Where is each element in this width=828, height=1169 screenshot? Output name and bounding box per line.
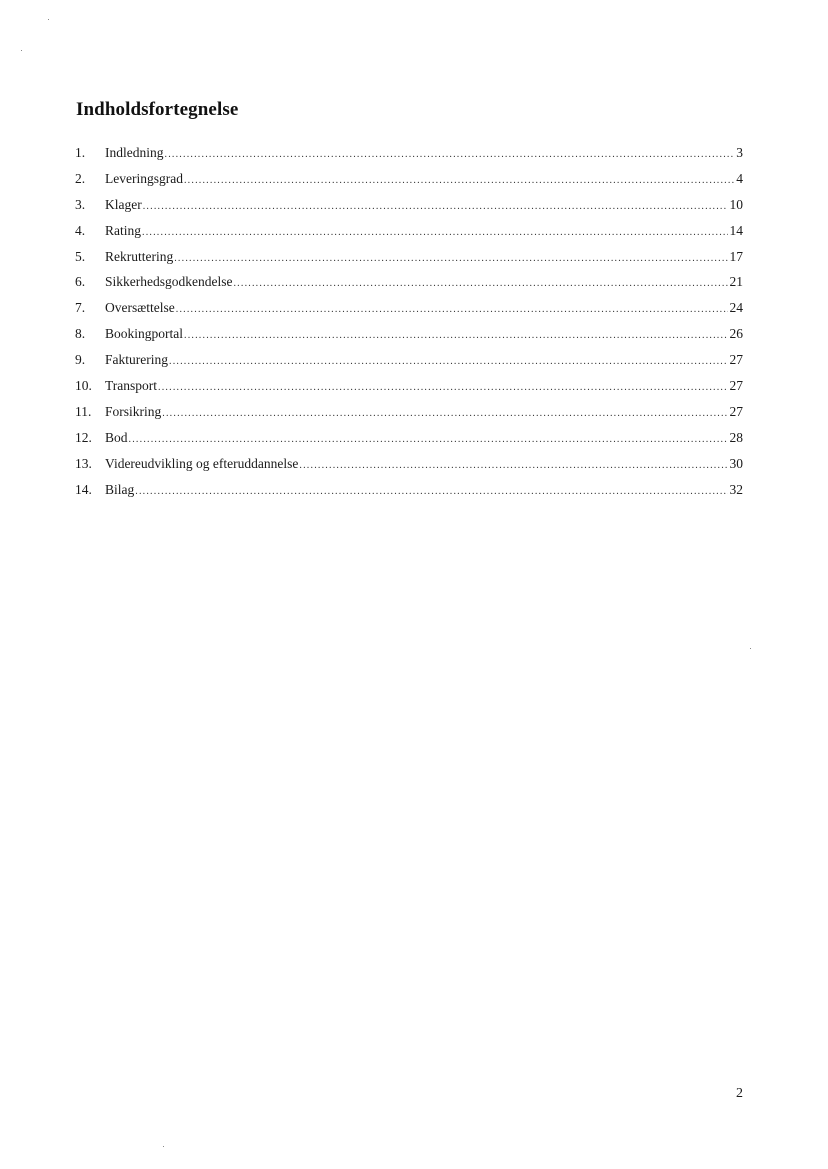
toc-entry-number: 7. [75,300,86,316]
toc-entry[interactable] [75,376,743,402]
toc-entry[interactable] [75,247,743,273]
toc-entry-label: Videreudvikling og efteruddannelse [105,455,299,471]
toc-entry-label: Klager [105,196,142,212]
scan-speck [21,50,22,51]
scan-speck [163,1146,164,1147]
toc-entry-number: 1. [75,145,86,160]
toc-dot-leader [129,430,728,450]
toc-entry[interactable] [75,324,743,350]
toc-entry[interactable] [75,402,743,428]
toc-entry-number: 14. [75,481,92,497]
toc-dot-leader [169,352,728,372]
toc-entry-page: 26 [729,326,743,342]
page-number: 2 [736,1086,743,1101]
table-of-contents [75,143,743,505]
toc-entry-label: Rating [105,222,141,238]
toc-dot-leader [184,171,734,191]
toc-dot-leader [135,482,727,502]
toc-entry-number: 10. [75,378,92,394]
toc-entry-label: Indledning [105,145,164,160]
toc-entry-number: 11. [75,403,92,419]
toc-entry[interactable] [75,298,743,324]
toc-entry-label: Fakturering [105,352,168,368]
toc-entry[interactable] [75,272,743,298]
toc-entry-page: 21 [729,274,743,290]
toc-entry[interactable] [75,169,743,195]
toc-entry-number: 5. [75,248,86,264]
toc-entry-number: 6. [75,274,86,290]
toc-entry-label: Bookingportal [105,326,183,342]
toc-entry-label: Oversættelse [105,300,175,316]
toc-entry-page: 10 [729,196,743,212]
toc-entry-label: Rekruttering [105,248,174,264]
toc-dot-leader [162,404,727,424]
toc-entry-label: Forsikring [105,403,162,419]
toc-entry-page: 17 [729,248,743,264]
toc-dot-leader [233,274,727,294]
toc-entry-page: 27 [729,378,743,394]
toc-entry[interactable] [75,143,743,169]
scan-speck [48,19,49,20]
toc-dot-leader [174,249,727,269]
toc-entry-number: 13. [75,455,92,471]
toc-dot-leader [142,223,728,243]
toc-dot-leader [165,145,735,165]
toc-dot-leader [143,197,728,217]
toc-entry-page: 27 [729,403,743,419]
toc-entry-label: Leveringsgrad [105,170,183,186]
toc-entry-page: 14 [729,222,743,238]
toc-entry-label: Sikkerhedsgodkendelse [105,274,233,290]
toc-entry-page: 4 [736,170,743,186]
toc-dot-leader [299,456,727,476]
toc-entry-label: Bilag [105,481,135,497]
toc-entry-page: 3 [736,145,743,160]
toc-entry[interactable] [75,195,743,221]
toc-entry-number: 8. [75,326,86,342]
page-title: Indholdsfortegnelse [76,99,239,120]
toc-entry[interactable] [75,350,743,376]
scan-speck [750,648,751,649]
toc-entry-label: Transport [105,378,158,394]
toc-entry-number: 2. [75,170,86,186]
toc-dot-leader [176,300,728,320]
toc-entry-number: 3. [75,196,86,212]
toc-entry-page: 28 [729,429,743,445]
toc-entry[interactable] [75,428,743,454]
toc-entry-number: 9. [75,352,86,368]
toc-entry[interactable] [75,480,743,506]
toc-dot-leader [158,378,727,398]
toc-dot-leader [184,326,728,346]
toc-entry-page: 32 [729,481,743,497]
toc-entry[interactable] [75,454,743,480]
toc-entry-page: 24 [729,300,743,316]
toc-entry-page: 27 [729,352,743,368]
toc-entry-label: Bod [105,429,128,445]
toc-entry[interactable] [75,221,743,247]
toc-entry-number: 12. [75,429,92,445]
toc-entry-page: 30 [729,455,743,471]
toc-entry-number: 4. [75,222,86,238]
